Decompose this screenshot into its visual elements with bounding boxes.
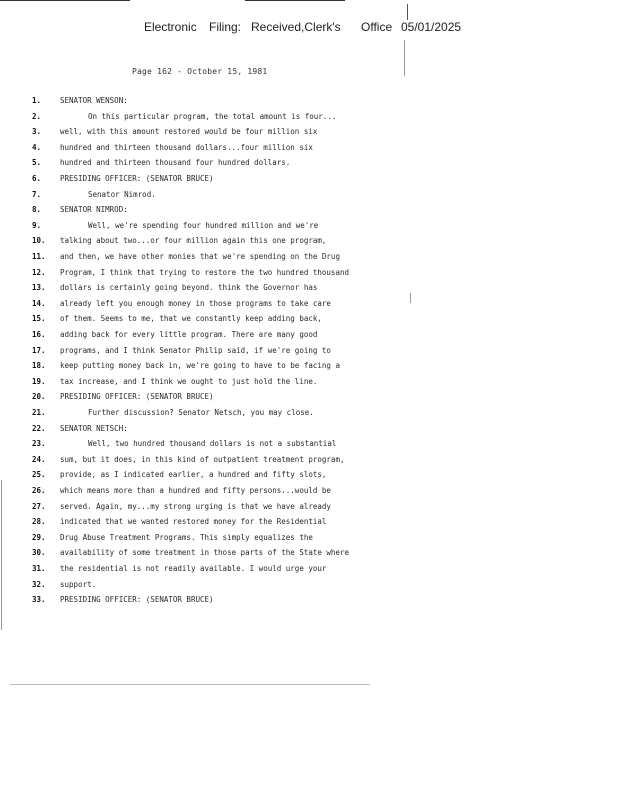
line-text: SENATOR NIMROD: (60, 205, 128, 215)
line-number: 16. (32, 330, 46, 339)
transcript-line (0, 330, 618, 346)
line-number: 24. (32, 454, 46, 464)
line-number: 3. (32, 127, 42, 137)
line-number: 12. (32, 267, 46, 277)
transcript-line (0, 252, 618, 268)
transcript-line (0, 174, 618, 190)
line-number: 26. (32, 486, 46, 495)
transcript-line (0, 470, 618, 486)
scan-mark (410, 293, 411, 303)
transcript-line (0, 533, 618, 549)
transcript-line (0, 299, 618, 315)
line-number: 7. (32, 189, 42, 199)
transcript-line (0, 346, 618, 362)
transcript-line (0, 236, 618, 252)
line-text: availability of some treatment in those parts of the State where (60, 548, 349, 558)
line-number: 2. (32, 111, 42, 121)
line-number: 10. (32, 236, 46, 246)
line-text: PRESIDING OFFICER: (SENATOR BRUCE) (60, 392, 214, 402)
transcript-line (0, 143, 618, 159)
transcript-line (0, 283, 618, 299)
transcript-line (0, 361, 618, 377)
transcript-line (0, 424, 618, 440)
line-text: SENATOR NETSCH: (60, 423, 128, 433)
line-text: Well, two hundred thousand dollars is not a substantial (88, 439, 337, 449)
line-text: Drug Abuse Treatment Programs. This simply equalizes the (60, 532, 313, 542)
line-text: which means more than a hundred and fifty persons...would be (60, 486, 331, 495)
line-number: 28. (32, 517, 46, 527)
scan-mark (0, 0, 130, 1)
line-text: provide, as I indicated earlier, a hundred and fifty slots, (60, 470, 327, 480)
transcript-line (0, 314, 618, 330)
line-number: 5. (32, 158, 42, 168)
line-number: 21. (32, 408, 46, 417)
scan-mark (407, 4, 408, 20)
transcript-line (0, 486, 618, 502)
line-text: PRESIDING OFFICER: (SENATOR BRUCE) (60, 595, 214, 605)
line-number: 25. (32, 470, 46, 480)
transcript-line (0, 268, 618, 284)
line-number: 9. (32, 220, 42, 230)
scan-mark (10, 684, 370, 685)
transcript-line (0, 112, 618, 128)
stamp-filing: Filing: (209, 20, 242, 34)
line-text: keep putting money back in, we're going to have to be facing a (60, 361, 340, 371)
transcript-line (0, 439, 618, 455)
transcript-line (0, 127, 618, 143)
stamp-office: Office (361, 20, 393, 34)
line-text: adding back for every little program. There are many good (60, 330, 318, 339)
transcript-line (0, 408, 618, 424)
line-text: and then, we have other monies that we're spending on the Drug (60, 252, 340, 261)
transcript-line (0, 517, 618, 533)
line-text: hundred and thirteen thousand four hundred dollars. (60, 158, 291, 168)
stamp-date: 05/01/2025 (401, 20, 462, 34)
line-text: of them. Seems to me, that we constantly keep adding back, (60, 314, 322, 324)
line-text: Senator Nimrod. (88, 189, 156, 199)
line-number: 13. (32, 283, 46, 293)
line-text: well, with this amount restored would be four million six (60, 127, 318, 137)
line-text: hundred and thirteen thousand dollars...four million six (60, 142, 313, 152)
transcript-line (0, 580, 618, 596)
transcript-line (0, 548, 618, 564)
transcript-line (0, 190, 618, 206)
transcript-line (0, 377, 618, 393)
line-number: 14. (32, 298, 46, 308)
line-text: tax increase, and I think we ought to just hold the line. (60, 376, 318, 386)
line-text: programs, and I think Senator Philip said, if we're going to (60, 345, 331, 355)
line-number: 11. (32, 252, 46, 261)
transcript-line (0, 595, 618, 611)
line-text: support. (60, 579, 97, 589)
line-text: indicated that we wanted restored money for the Residential (60, 517, 327, 527)
line-text: PRESIDING OFFICER: (SENATOR BRUCE) (60, 174, 214, 183)
line-number: 4. (32, 142, 42, 152)
line-number: 8. (32, 205, 42, 215)
line-text: Well, we're spending four hundred million and we're (88, 220, 319, 230)
line-text: SENATOR WENSON: (60, 96, 128, 105)
scan-mark (245, 0, 345, 1)
line-text: served. Again, my...my strong urging is that we have already (60, 501, 331, 511)
line-number: 32. (32, 579, 46, 589)
line-number: 18. (32, 361, 46, 371)
transcript-line (0, 158, 618, 174)
transcript-line (0, 205, 618, 221)
line-number: 17. (32, 345, 46, 355)
transcript-line (0, 564, 618, 580)
line-number: 19. (32, 376, 46, 386)
stamp-received: Received,Clerk's (251, 20, 341, 34)
line-number: 22. (32, 423, 46, 433)
line-text: dollars is certainly going beyond. think the Governor has (60, 283, 318, 293)
line-number: 20. (32, 392, 46, 402)
line-text: sum, but it does, in this kind of outpatient treatment program, (60, 454, 345, 464)
line-number: 33. (32, 595, 46, 605)
line-number: 1. (32, 96, 42, 105)
line-number: 29. (32, 532, 46, 542)
line-number: 27. (32, 501, 46, 511)
transcript-line (0, 96, 618, 112)
line-text: already left you enough money in those programs to take care (60, 298, 331, 308)
page-header: Page 162 - October 15, 1981 (132, 67, 268, 76)
line-number: 30. (32, 548, 46, 558)
scan-mark (1, 480, 2, 630)
line-text: Program, I think that trying to restore the two hundred thousand (60, 267, 349, 277)
transcript-line (0, 221, 618, 237)
scan-mark (404, 40, 405, 76)
line-number: 6. (32, 174, 42, 183)
transcript-line (0, 392, 618, 408)
line-number: 23. (32, 439, 46, 449)
line-number: 31. (32, 564, 46, 573)
filing-stamp (144, 20, 474, 38)
line-text: talking about two...or four million again this one program, (60, 236, 327, 246)
line-text: On this particular program, the total amount is four... (88, 111, 337, 121)
line-number: 15. (32, 314, 46, 324)
stamp-electronic: Electronic (144, 20, 197, 34)
transcript-line (0, 455, 618, 471)
line-text: Further discussion? Senator Netsch, you may close. (88, 408, 314, 417)
line-text: the residential is not readily available. I would urge your (60, 564, 327, 573)
transcript-line (0, 502, 618, 518)
